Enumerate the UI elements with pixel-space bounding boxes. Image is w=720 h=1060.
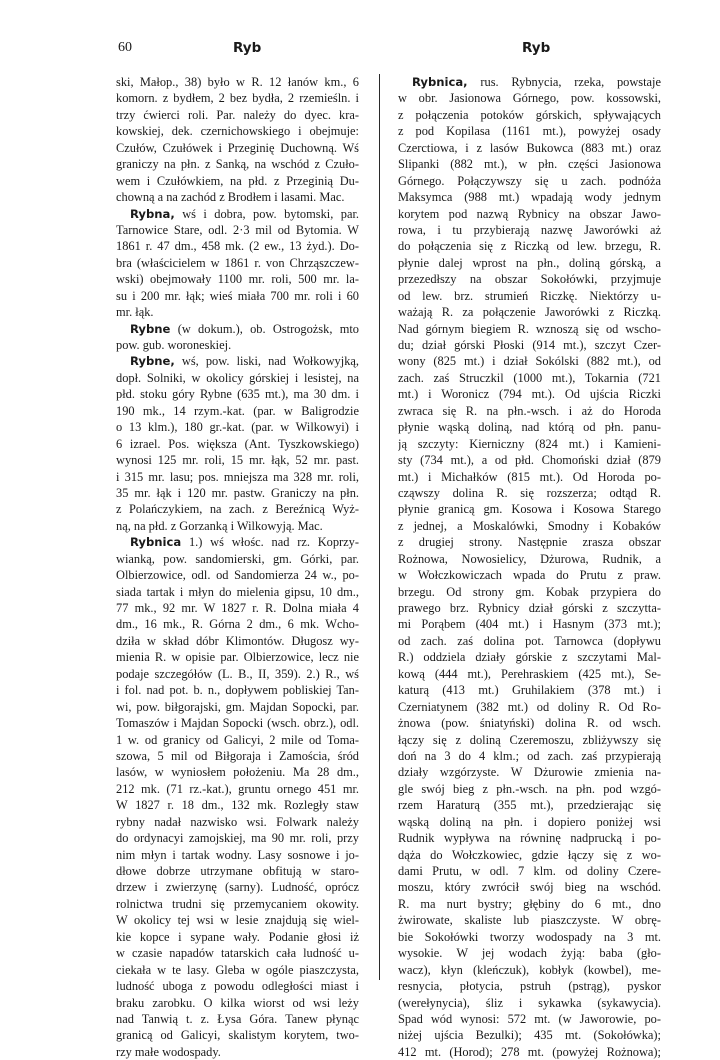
text-line: komorn. z bydłem, 2 bez bydła, 2 rzemieśln. i: [116, 91, 359, 106]
text-line: mt.) i Michałków (815 mt.). Od Horoda po-: [398, 469, 661, 484]
text-line: rowa, i tu przybierają nazwę Jaworówki aż: [398, 222, 661, 237]
text-line: kowskiej, dek. czernichowskiego i obejmuje:: [116, 124, 359, 139]
text-line: dłowe dobrze utrzymane obfitują w staro-: [116, 864, 359, 878]
text-line: 412 mt. (Horod); 278 mt. (powyżej Rożnowa);: [398, 1044, 661, 1059]
entry-headword: Rybna,: [130, 206, 175, 221]
text-line: szowa, 5 mil od Biłgoraja i Zamościa, śród: [116, 748, 359, 763]
text-line: W okolicy tej wsi w lesie znajdują się wiel-: [116, 913, 359, 928]
text-line: przezedłszy na obszar Sokołówki, przyjmuje: [398, 272, 661, 287]
text-line: Tomaszów i Majdan Sopocki (wsch. obrz.), odl.: [116, 716, 359, 731]
text-line: mienia R. w opisie par. Olbierzowice, lecz nie: [116, 650, 359, 665]
text-line: Tarnowice Stare, odl. 2·3 mil od Bytomia. W: [116, 222, 359, 237]
text-line: o 13 klm.), 180 gr.-kat. (par. w Wilkowyi) i: [116, 420, 359, 435]
text-line: du; dział górski Płoski (914 mt.), szczyt Czer-: [398, 338, 661, 352]
text-line: brzegu. Od strony gm. Kobak przypiera do: [398, 584, 661, 599]
text-line: gle swój bieg z płn.-wsch. na płn. pod wzgó-: [398, 781, 661, 796]
text-line: chowną a na zachód z Brodłem i lasami. Mac.: [116, 190, 345, 205]
text-line: wony (825 mt.) i dział Sokólski (882 mt.), od: [398, 354, 661, 369]
text-line: korytem pod nazwą Rybnicy na obszar Jawo-: [398, 206, 661, 221]
entry-headword-line: Rybna, wś i dobra, pow. bytomski, par.: [130, 206, 359, 221]
text-line: cząwszy dolina R. się rozszerza; odtąd R.: [398, 485, 661, 500]
text-line: dopł. Solniki, w okolicy górskiej i lesistej, na: [116, 370, 359, 385]
text-line: żnowa (pow. śniatyński) dolina R. od wsch.: [398, 716, 661, 731]
text-line: zach. zaś Struczkil (1000 mt.), Tokarnia (721: [398, 370, 661, 385]
text-line: trzy ćwierci roli. Par. należy do dyec. kra-: [116, 107, 359, 122]
entry-headword: Rybne,: [130, 354, 175, 369]
text-line: do połączenia się z Riczką od lew. brzegu, R.: [398, 239, 661, 254]
text-line: kową (444 mt.), Perehraskiem (425 mt.), Se-: [398, 666, 661, 681]
text-line: Spad wód wynosi: 572 mt. (w Jaworowie, po-: [398, 1011, 661, 1026]
right-text-column: [398, 74, 661, 1060]
text-line: płynie dalej wprost na płn., doliną górską, a: [398, 255, 661, 270]
text-line: do ordynacyi zamojskiej, ma 90 mr. roli, przy: [116, 831, 359, 846]
text-line: płynie wąską doliną, nad którą od płn. panu-: [398, 420, 661, 435]
text-line: braku zarobku. O kilka wiorst od wsi leży: [116, 995, 359, 1010]
text-line: rolnictwa trudni się przemycaniem okowity.: [116, 896, 359, 911]
text-line: su i 200 mr. łąk; wieś miała 700 mr. roli i 60: [116, 288, 359, 303]
text-line: płynie granicą gm. Kosowa i Kosowa Starego: [398, 502, 661, 517]
text-line: 6 izrael. Pos. większa (Ant. Tyszkowskiego): [116, 436, 359, 451]
text-line: Rożnowa, Nowosielicy, Dżurowa, Rudnik, a: [398, 551, 661, 566]
entry-headword: Rybnica: [130, 535, 182, 550]
entry-headword: Rybne: [130, 321, 171, 336]
text-line: graniczy na płn. z Sanką, na wschód z Czuło-: [116, 157, 359, 172]
text-line: żwirowate, skaliste lub piaszczyste. W obrę-: [398, 913, 661, 928]
text-line: z jednej, a Moskalówki, Smodny i Kobaków: [398, 518, 661, 533]
text-line: Rudnik wypływa na równinę nadprucką i po-: [398, 831, 661, 846]
text-line: i 315 mr. lasu; pos. mniejsza ma 328 mr. roli,: [116, 469, 359, 484]
text-line: 1861 r. 47 dm., 458 mk. (2 ew., 13 żyd.). Do-: [116, 239, 359, 254]
text-line: Maksymca (988 mt.) wpadają wody jednym: [398, 190, 661, 205]
text-line: ski, Małop., 38) było w R. 12 łanów km., 6: [116, 75, 359, 89]
text-line: dami Prutu, w odl. 7 klm. od doliny Czere-: [398, 864, 661, 878]
text-line: wianką, pow. sandomierski, gm. Górki, par.: [116, 551, 359, 566]
text-line: resnycia, płotycia, pstruh (pstrąg), pyskor: [398, 979, 661, 994]
text-line: od zach. zaś dolina pot. Tarnowca (dopływu: [398, 633, 661, 648]
text-line: z pod Kopilasa (1161 mt.), powyżej osady: [398, 124, 661, 139]
text-line: z połączenia potoków górskich, spływających: [398, 107, 661, 122]
text-line: wacz), kłyn (kleńczuk), kobłyk (kowbel), me-: [398, 962, 661, 977]
text-line: 212 mk. (71 rz.-kat.), gruntu ornego 451 mr.: [116, 781, 359, 796]
text-line: ludność uboga z powodu odległości miast i: [116, 979, 359, 994]
text-line: bie Sokołówki tworzy wodospady na 3 mt.: [398, 929, 661, 944]
text-line: w czasie napadów tatarskich cała ludność u-: [116, 946, 359, 961]
text-line: W 1827 r. 18 dm., 132 mk. Rozległy staw: [116, 798, 359, 813]
text-line: Nad górnym biegiem R. wznoszą się od wscho-: [398, 321, 661, 336]
text-line: Olbierzowice, odl. od Sandomierza 24 w., po-: [116, 568, 359, 583]
column-divider: [379, 74, 380, 980]
text-line: lasów, w wyniosłem położeniu. Ma 28 dm.,: [116, 765, 359, 780]
text-line: płd. stoku góry Rybne (635 mt.), ma 30 dm. i: [116, 387, 359, 402]
text-line: granicą od Galicyi, skalistym korytem, two-: [116, 1028, 359, 1043]
text-line: ciekała w te lasy. Gleba w ogóle piaszczysta,: [116, 962, 359, 977]
text-line: łączy się z doliną Czeremoszu, zbliżywszy się: [398, 732, 661, 747]
text-line: prawego brz. Rybnicy dział górski z szczytta-: [398, 601, 661, 615]
text-line: podaje szczegółów (L. B., II, 359). 2.) R., wś: [116, 666, 359, 681]
page-number: 60: [118, 40, 132, 55]
entry-headword-line: Rybnica 1.) wś włośc. nad rz. Koprzy-: [130, 535, 359, 550]
text-line: dziła w skład dóbr Klimontów. Długosz wy-: [116, 633, 359, 648]
text-line: Czerctiowa, i z lasów Bukowca (883 mt.) oraz: [398, 140, 661, 155]
entry-headword-line: Rybnica, rus. Rybnycia, rzeka, powstaje: [412, 75, 661, 89]
text-line: od lew. brz. strumień Riczkę. Niektórzy u-: [398, 288, 661, 303]
text-line: wi, pow. biłgorajski, gm. Majdan Sopocki, par.: [116, 699, 359, 714]
text-line: ważają R. za połączenie Jaworówki z Riczką.: [398, 305, 661, 320]
entry-headword-line: Rybne, wś, pow. liski, nad Wołkowyjką,: [130, 354, 359, 369]
text-line: działy wzgórzyste. W Dżurowie zmienia na-: [398, 765, 661, 780]
text-line: rybny nadał nazwisko wsi. Folwark należy: [116, 814, 359, 829]
text-line: dąża do Wołczkowiec, gdzie łączy się z wo-: [398, 847, 661, 862]
text-line: bra (właścicielem w 1861 r. von Chrząszczew-: [116, 255, 359, 270]
text-line: ją szczyty: Kierniczny (824 mt.) i Kamieni-: [398, 436, 661, 451]
text-line: dm., 16 mk., R. Górna 2 dm., 6 mk. Wcho-: [116, 617, 359, 632]
text-line: 77 mk., 92 mr. W 1827 r. R. Dolna miała 4: [116, 601, 359, 615]
text-line: wysokie. W jej wodach żyją: baba (gło-: [398, 946, 661, 961]
text-line: 35 mr. łąk i 120 mr. pastw. Graniczy na płn.: [116, 485, 359, 500]
running-head-left: Ryb: [233, 40, 262, 56]
text-line: i fol. nad pot. b. n., dopływem pobliskiej Tan-: [116, 683, 359, 698]
text-line: kie kopce i sypane wały. Podanie głosi iż: [116, 929, 359, 944]
text-line: moszu, który zwrócił swój bieg na wschód.: [398, 880, 661, 895]
text-line: wski) obejmowały 1100 mr. roli, 500 mr. la-: [116, 272, 359, 287]
text-line: pow. gub. woroneskiej.: [116, 338, 232, 352]
text-line: z drugiej strony. Następnie zrasza obszar: [398, 535, 661, 550]
text-line: 1 w. od granicy od Galicyi, 2 mile od Toma-: [116, 732, 359, 747]
entry-headword: Rybnica,: [412, 75, 468, 89]
text-line: doń na 3 do 4 klm.; od zach. zaś przypierają: [398, 748, 661, 763]
text-line: (werełynycia), śliz i sykawka (sykawycia).: [398, 995, 661, 1010]
text-line: rzy małe wodospady.: [116, 1044, 221, 1059]
text-line: w Wołczkowiczach wpada do Prutu z praw.: [398, 568, 661, 583]
text-line: ną, na płd. z Gorzanką i Wilkowyją. Mac.: [116, 518, 323, 533]
text-line: Czułów, Czułówek i Przeginię Duchowną. Wś: [116, 140, 359, 155]
text-line: wynosi 125 mr. roli, 15 mr. łąk, 52 mr. past.: [116, 453, 359, 468]
left-text-column: [116, 74, 359, 1060]
text-line: w obr. Jasionowa Górnego, pow. kossowski,: [398, 91, 661, 106]
text-line: drzew i zwierzynę (sarny). Ludność, oprócz: [116, 880, 359, 895]
text-line: niżej ujścia Bezulki); 435 mt. (Sokołówka);: [398, 1028, 661, 1043]
text-line: nim młyn i tartak wodny. Lasy sosnowe i jo-: [116, 847, 359, 862]
text-line: mr. łąk.: [116, 305, 154, 320]
text-line: katurą (413 mt.) Gruhilakiem (378 mt.) i: [398, 683, 661, 698]
text-line: mt.) i Woronicz (794 mt.). Od ujścia Riczki: [398, 387, 661, 402]
text-line: R.) oddziela działy górskie z szczytami Mal-: [398, 650, 661, 665]
text-line: wem i Czułówkiem, na płd. z Przeginią Du-: [116, 173, 359, 188]
text-line: siada tartak i młyn do mielenia gipsu, 10 dm.,: [116, 584, 359, 599]
text-line: Górnego. Połączywszy się u zach. podnóża: [398, 173, 661, 188]
text-line: sty (734 mt.), a od płd. Chomoński dział (879: [398, 453, 661, 468]
text-line: mi Porąbem (404 mt.) i Hasnym (373 mt.);: [398, 617, 661, 632]
entry-headword-line: Rybne (w dokum.), ob. Ostrogożsk, mto: [130, 321, 359, 336]
text-line: Czerniatynem (382 mt.) od doliny R. Od Ro-: [398, 699, 661, 714]
text-line: wąską doliną na płn. i dopiero poniżej wsi: [398, 814, 661, 829]
text-line: nad Tanwią t. z. Łysa Góra. Tanew płynąc: [116, 1011, 359, 1026]
text-line: Slipanki (882 mt.), w płn. części Jasionowa: [398, 157, 661, 172]
running-head-right: Ryb: [522, 40, 551, 56]
text-line: 190 mk., 14 rzym.-kat. (par. w Baligrodzie: [116, 403, 359, 418]
text-line: zwraca się R. na płn.-wsch. i aż do Horoda: [398, 403, 661, 418]
text-line: R. ma nurt bystry; głębiny do 6 mt., dno: [398, 896, 661, 911]
text-line: z Polańczykiem, na zach. z Bereźnicą Wyż-: [116, 502, 359, 517]
text-line: rzem Haraturą (355 mt.), przedzierając się: [398, 798, 661, 813]
